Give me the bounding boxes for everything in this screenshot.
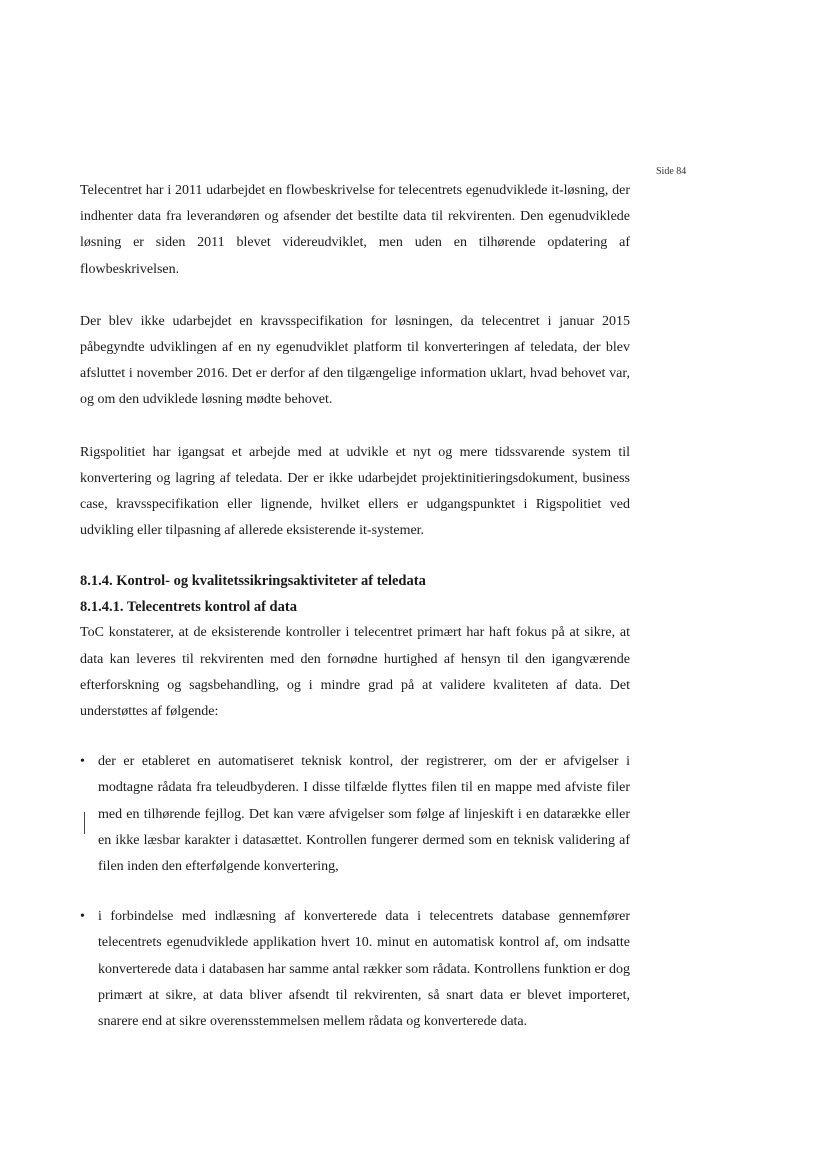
subsection-heading: 8.1.4.1. Telecentrets kontrol af data <box>80 599 297 616</box>
paragraph-flowbeskrivelse: Telecentret har i 2011 udarbejdet en flowbeskrivelse for telecentrets egenudviklede it-løsning, der indhenter data fra leverandøren og afsender det bestilte data til rekvirenten. Den egenudviklede løsning er siden 2011 blevet videreudviklet, men uden en tilhørende opdatering af flowbeskrivelsen. <box>80 183 630 277</box>
bullet-icon: • <box>80 754 85 770</box>
paragraph-kravsspecifikation: Der blev ikke udarbejdet en kravsspecifikation for løsningen, da telecentret i januar 2015 påbegyndte udviklingen af en ny egenudviklet platform til konverteringen af teledata, der blev afsluttet i november 2016. Det er derfor af den tilgængelige information uklart, hvad behovet var, og om den udviklede løsning mødte behovet. <box>80 313 630 408</box>
bullet-list <box>80 749 630 1035</box>
bullet-icon: • <box>80 909 85 925</box>
list-item <box>80 904 630 1035</box>
list-item-text: i forbindelse med indlæsning af konverterede data i telecentrets database gennemfører telecentrets egenudviklede applikation hvert 10. minut en automatisk kontrol af, om indsatte konverterede data i databasen har samme antal rækker som rådata. Kontrollens funktion er dog primært at sikre, at data bliver afsendt til rekvirenten, så snart data er blevet importeret, snarere end at sikre overensstemmelsen mellem rådata og konverterede data. <box>98 909 630 1030</box>
paragraph-rigspolitiet: Rigspolitiet har igangsat et arbejde med at udvikle et nyt og mere tidssvarende system til konvertering og lagring af teledata. Der er ikke udarbejdet projektinitieringsdokument, business case, kravsspecifikation eller lignende, hvilket ellers er udgangspunktet i Rigspolitiet ved udvikling eller tilpasning af allerede eksisterende it-systemer. <box>80 444 630 539</box>
section-heading: 8.1.4. Kontrol- og kvalitetssikringsaktiviteter af teledata <box>80 573 426 590</box>
page-number: Side 84 <box>656 166 687 177</box>
list-item-text: der er etableret en automatiseret teknisk kontrol, der registrerer, om der er afvigelser i modtagne rådata fra teleudbyderen. I disse tilfælde flyttes filen til en mappe med afviste filer med en tilhørende fejllog. Det kan være afvigelser som følge af linjeskift i en datarække eller en ikke læsbar karakter i datasættet. Kontrollen fungerer dermed som en teknisk validering af filen inden den efterfølgende konvertering, <box>98 754 630 875</box>
document-body <box>80 178 630 1059</box>
list-item <box>80 749 630 880</box>
paragraph-toc-konstaterer: ToC konstaterer, at de eksisterende kontroller i telecentret primært har haft fokus på at sikre, at data kan leveres til rekvirenten med den fornødne hurtighed af hensyn til den igangværende efterforskning og sagsbehandling, og i mindre grad på at validere kvaliteten af data. Det understøttes af følgende: <box>80 625 630 720</box>
